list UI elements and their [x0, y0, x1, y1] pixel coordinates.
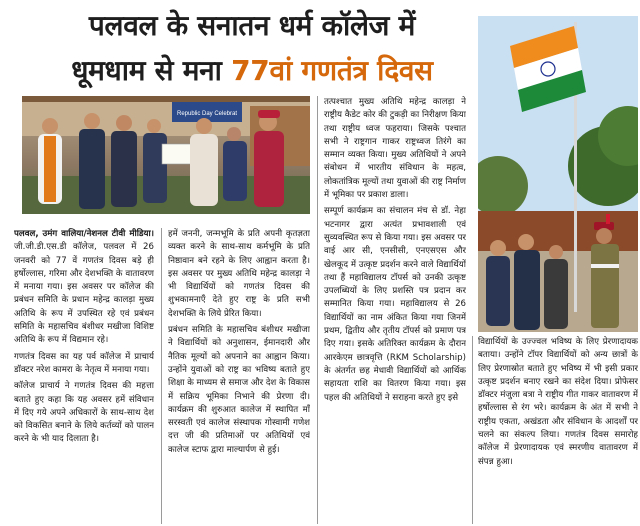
certificate — [162, 144, 192, 164]
headline-line-2 — [36, 48, 468, 94]
article-paragraph — [14, 228, 154, 348]
ceremony-group-photo — [22, 96, 310, 214]
flag-hoisting-illustration — [478, 16, 638, 332]
article-paragraph: कॉलेज प्राचार्य ने गणतंत्र दिवस की महत्ता बताते हुए कहा कि यह अवसर हमें संविधान में दिए गये अपने अधिकारों के साथ-साथ देश को विकसित बनाने के लिये कर्तव्यों को पालन करने के भी याद दिलाता है। — [14, 381, 154, 445]
article-column-2 — [168, 228, 310, 524]
people-group — [486, 234, 568, 330]
headline-accent: 77वां गणतंत्र दिवस — [231, 54, 433, 87]
column-divider — [317, 96, 318, 524]
article-paragraph: हमें जननी, जन्मभूमि के प्रति अपनी कृतज्ञता व्यक्त करने के साथ-साथ कर्मभूमि के प्रति निष्ठावान बने रहने के लिए आह्वान करता है। इस अवसर पर मुख्य अतिथि महेन्द्र कालड़ा ने भी विद्यार्थियों को गणतंत्र दिवस की शुभकामनाएँ देते हुए राष्ट्र के प्रति सभी देशभक्ति के लिये प्रेरित किया। — [168, 229, 310, 319]
column-divider — [472, 336, 473, 524]
article-paragraph: प्रबंधन समिति के महासचिव बंशीधर मखीजा ने विद्यार्थियों को अनुशासन, ईमानदारी और नैतिक मूल्यों को अपनाने का आह्वान किया। उन्होंने युवाओं को राष्ट्र का भविष्य बताते हुए शिक्षा के माध्यम से समाज और देश के विकास में सक्रिय भूमिका निभाने की प्रेरणा दी। कार्यक्रम की शुरुआत कालेज में स्थापित माँ सरस्वती एवं कालेज संस्थापक गोस्वामी गणेश दत्त जी की प्रतिमाओं पर अतिथियों एवं कालेज स्टाफ द्वारा माल्यार्पण से हुई। — [168, 325, 310, 455]
article-paragraph: गणतंत्र दिवस का यह पर्व कॉलेज में प्राचार्य डॉक्टर नरेश कामरा के नेतृत्व में मनाया गया। — [14, 351, 154, 375]
stage-banner-text: Republic Day Celebrat — [176, 111, 238, 117]
article-column-3 — [324, 96, 466, 524]
article-paragraph: तत्पश्चात मुख्य अतिथि महेन्द्र कालड़ा ने राष्ट्रीय कैडेट कोर की टुकड़ी का निरीक्षण किया तथा राष्ट्रीय ध्वज फहराया। जिसके पश्चात सभी ने राष्ट्रगान गाकर राष्ट्रध्वज तिरंगे का सम्मान व्यक्त किया। मुख्य अतिथियों ने अपने संबोधन में भारतीय संविधान के महत्व, लोकतांत्रिक मूल्यों तथा युवाओं की राष्ट्र निर्माण में भूमिका पर प्रकाश डाला। — [324, 97, 466, 201]
headline — [36, 4, 468, 94]
article-text: जी.जी.डी.एस.डी कॉलेज, पलवल में 26 जनवरी को 77 वें गणतंत्र दिवस बड़े ही हर्षोल्लास, गरिमा और देशभक्ति के वातावरण में मनाया गया। इस अवसर पर कॉलेज की प्रबंधन समिति के प्रधान महेन्द्र कालड़ा मुख्य अतिथि के रूप में उपस्थित रहे एवं प्रबंधन समिति के महासचिव बंशीधर मखीजा विशिष्ट अतिथि के रूप में विद्यमान रहे। — [14, 242, 154, 346]
flag-hoisting-photo — [478, 16, 638, 332]
person-6 — [223, 127, 247, 201]
column-divider — [161, 228, 162, 524]
ceremony-group-illustration — [22, 96, 310, 214]
article-column-4 — [478, 336, 638, 524]
article-paragraph: विद्यार्थियों के उज्ज्वल भविष्य के लिए प्रेरणादायक बताया। उन्होंने टॉपर विद्यार्थियों को अन्य छात्रों के लिए प्रेरणास्रोत बताते हुए भविष्य में भी इसी प्रकार उत्कृष्ट प्रदर्शन बनाए रखने का संदेश दिया। प्रोफेसर डॉक्टर मंजुला बत्रा ने राष्ट्रीय गीत गाकर वातावरण में हर्षोल्लास से रंग भरे। कार्यक्रम के अंत में सभी ने राष्ट्रीय एकता, अखंडता और संविधान के आदर्शों पर चलने का संकल्प लिया। गणतंत्र दिवस समारोह कॉलेज में प्रेरणादायक एवं स्मरणीय वातावरण में संपन्न हुआ। — [478, 337, 638, 467]
dateline: पलवल, उमंग वालिया/नेशनल टीवी मीडिया। — [14, 229, 154, 239]
article-column-1 — [14, 228, 154, 524]
headline-line-2-text: धूमधाम से मना — [71, 54, 232, 87]
article-paragraph: सम्पूर्ण कार्यक्रम का संचालन मंच से डॉ. नेहा भटनागर द्वारा अत्यंत प्रभावशाली एवं सुव्यवस्थित रूप से किया गया। इस अवसर पर वाई आर सी, एनसीसी, एनएसएस और खेलकूद में उत्कृष्ट प्रदर्शन करने वाले विद्यार्थियों तथा हैं महाविद्यालय टॉपर्स को उनकी उत्कृष्ट उपलब्धियों के लिए प्रशस्ति पत्र प्रदान कर सम्मानित किया गया। महाविद्यालय से 26 विद्यार्थियों का नाम अंकित किया गया जिनमें प्रथम, द्वितीय और तृतीय टॉपर्स को प्रमाण पत्र दिए गया। इसके अतिरिक्त कार्यक्रम के दौरान आरकेएम छात्रवृत्ति (RKM Scholarship) के अंतर्गत छह मेधावी विद्यार्थियों को आर्थिक सहायता राशि का वितरण किया गया। इस पहल की अतिथियों ने सराहना करते हुए इसे — [324, 206, 466, 403]
headline-line-1: पलवल के सनातन धर्म कॉलेज में — [88, 9, 416, 42]
